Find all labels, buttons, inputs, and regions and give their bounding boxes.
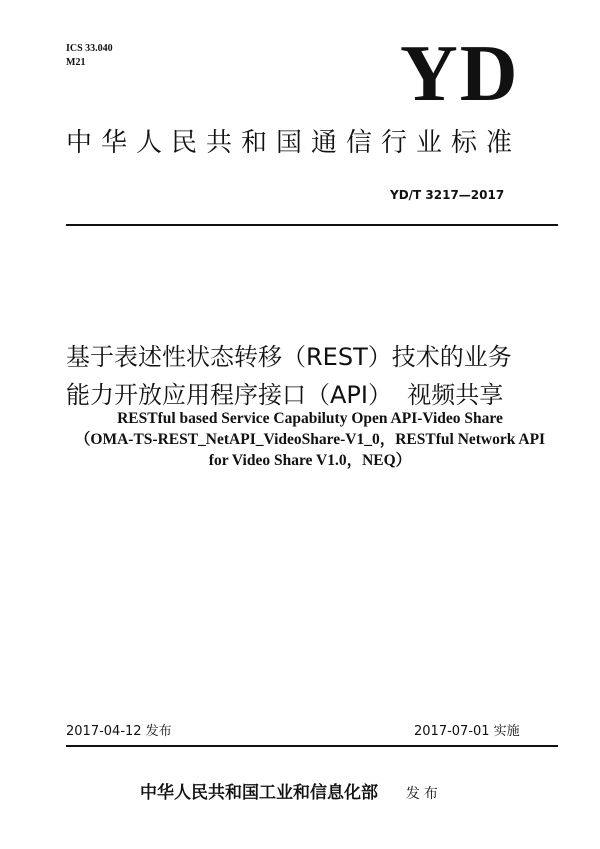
standard-category-title: 中华人民共和国通信行业标准: [66, 128, 522, 158]
english-title-line2: （OMA-TS-REST_NetAPI_VideoShare-V1_0，RESTful Network API: [74, 431, 546, 448]
english-title: [40, 408, 580, 471]
issue-date: 2017-04-12 发布: [66, 724, 172, 739]
chinese-title-line2: 能力开放应用程序接口（API） 视频共享: [66, 381, 504, 409]
publisher-name: 中华人民共和国工业和信息化部: [140, 783, 378, 803]
publisher-suffix: 发布: [405, 786, 442, 802]
bottom-divider: [66, 745, 558, 747]
standard-number: YD/T 3217—2017: [390, 188, 505, 202]
publisher: [140, 778, 442, 803]
top-divider: [66, 224, 558, 226]
english-title-line3: for Video Share V1.0，NEQ）: [208, 452, 412, 469]
classification-codes: [66, 42, 113, 70]
yd-logo: YD: [400, 30, 520, 118]
chinese-title: [66, 338, 566, 414]
implementation-date: 2017-07-01 实施: [414, 724, 520, 739]
english-title-line1: RESTful based Service Capabiluty Open API-Video Share: [117, 410, 503, 427]
ics-code: ICS 33.040: [66, 43, 113, 54]
ccs-code: M21: [66, 57, 86, 68]
chinese-title-line1: 基于表述性状态转移（REST）技术的业务: [66, 343, 512, 371]
